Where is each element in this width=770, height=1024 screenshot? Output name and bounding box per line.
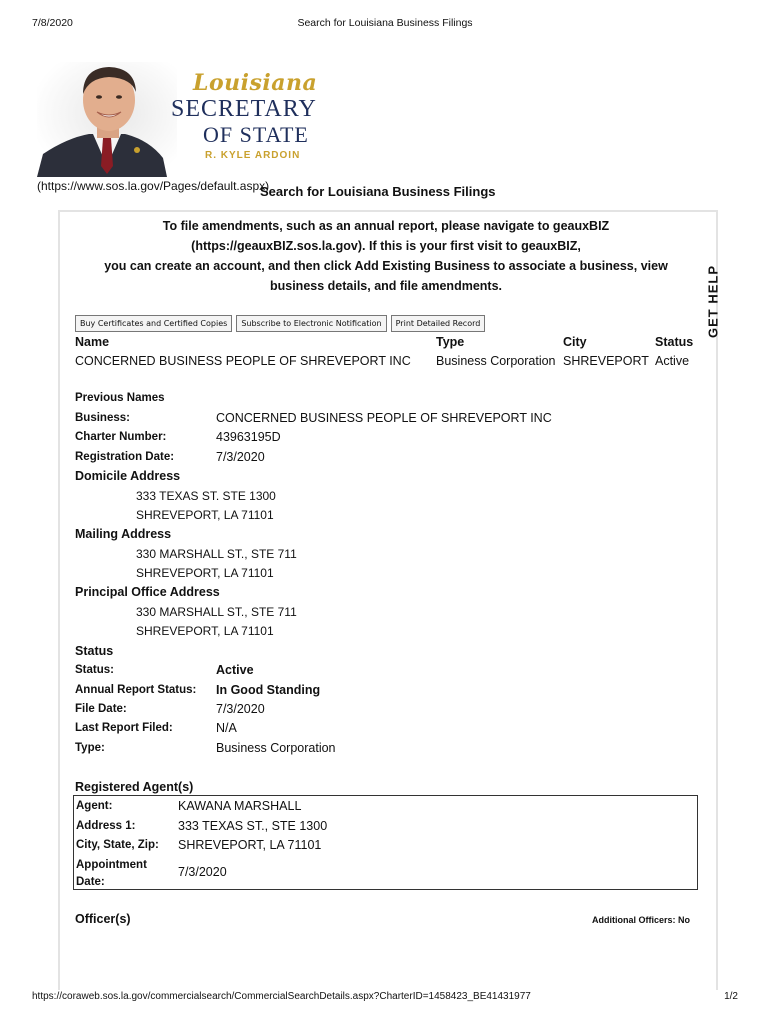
status-value: Active (216, 663, 254, 677)
annual-report-label: Annual Report Status: (75, 684, 197, 696)
header-status: Status (655, 335, 694, 349)
subscribe-notification-button[interactable]: Subscribe to Electronic Notification (236, 315, 386, 332)
appointment-date-label (76, 857, 166, 891)
action-buttons (75, 315, 485, 332)
agent-label: Agent: (76, 800, 113, 812)
logo-of-state: OF STATE (203, 122, 309, 147)
logo-secretary: SECRETARY (171, 96, 317, 122)
file-date-value: 7/3/2020 (216, 702, 265, 716)
notice-line-4: business details, and file amendments. (269, 279, 502, 293)
annual-report-value: In Good Standing (216, 683, 321, 697)
additional-officers: Additional Officers: No (592, 915, 691, 925)
registration-date-label: Registration Date: (75, 451, 175, 463)
agent-address-label: Address 1: (76, 820, 136, 832)
status-heading: Status (75, 644, 114, 658)
mailing-line-1: 330 MARSHALL ST., STE 711 (136, 547, 297, 561)
logo-official-name: R. KYLE ARDOIN (205, 150, 301, 161)
type-label: Type: (75, 742, 105, 754)
principal-line-2: SHREVEPORT, LA 71101 (136, 624, 274, 638)
print-date: 7/8/2020 (32, 17, 73, 29)
print-record-button[interactable]: Print Detailed Record (391, 315, 486, 332)
registered-agent-heading: Registered Agent(s) (75, 780, 194, 794)
last-report-label: Last Report Filed: (75, 722, 173, 734)
result-status: Active (655, 354, 690, 368)
charter-number-value: 43963195D (216, 430, 281, 444)
appointment-date-value: 7/3/2020 (178, 865, 227, 879)
result-name[interactable]: CONCERNED BUSINESS PEOPLE OF SHREVEPORT INC (75, 354, 411, 368)
agent-address-value: 333 TEXAS ST., STE 1300 (178, 819, 328, 833)
domicile-address-heading: Domicile Address (75, 469, 181, 483)
print-title: Search for Louisiana Business Filings (297, 17, 473, 29)
result-city: SHREVEPORT (563, 354, 649, 368)
officers-heading: Officer(s) (75, 912, 131, 926)
registered-agent-box (73, 795, 698, 890)
notice-line-2[interactable]: (https://geauxBIZ.sos.la.gov). If this is your first visit to geauxBIZ, (191, 239, 581, 253)
get-help-label: GET HELP (705, 265, 721, 339)
print-footer-url: https://coraweb.sos.la.gov/commercialsearch/CommercialSearchDetails.aspx?CharterID=1458423_BE41431977 (32, 991, 531, 1002)
notice-line-3: you can create an account, and then click Add Existing Business to associate a business, view (104, 259, 668, 273)
sos-logo[interactable] (37, 62, 327, 177)
file-date-label: File Date: (75, 703, 127, 715)
buy-certificates-button[interactable]: Buy Certificates and Certified Copies (75, 315, 232, 332)
result-type: Business Corporation (436, 354, 556, 368)
mailing-line-2: SHREVEPORT, LA 71101 (136, 566, 274, 580)
agent-value: KAWANA MARSHALL (178, 799, 302, 813)
header-type: Type (436, 335, 465, 349)
domicile-line-2: SHREVEPORT, LA 71101 (136, 508, 274, 522)
type-value: Business Corporation (216, 741, 336, 755)
get-help-tab[interactable] (695, 266, 725, 346)
header-name: Name (75, 335, 110, 349)
page-number: 1/2 (724, 991, 738, 1002)
logo-louisiana: Louisiana (193, 70, 318, 96)
page-heading: Search for Louisiana Business Filings (260, 184, 496, 199)
agent-csz-label: City, State, Zip: (76, 839, 159, 851)
business-label: Business: (75, 412, 130, 424)
amendment-notice (66, 216, 706, 296)
status-label: Status: (75, 664, 114, 676)
agent-csz-value: SHREVEPORT, LA 71101 (178, 838, 322, 852)
appointment-label-line-1: Appointment (76, 859, 147, 871)
business-value: CONCERNED BUSINESS PEOPLE OF SHREVEPORT INC (216, 411, 552, 425)
mailing-address-heading: Mailing Address (75, 527, 172, 541)
domicile-line-1: 333 TEXAS ST. STE 1300 (136, 489, 276, 503)
charter-number-label: Charter Number: (75, 431, 167, 443)
header-city: City (563, 335, 587, 349)
notice-line-1: To file amendments, such as an annual report, please navigate to geauxBIZ (162, 219, 610, 233)
last-report-value: N/A (216, 721, 237, 735)
home-link[interactable]: (https://www.sos.la.gov/Pages/default.aspx) (37, 179, 270, 193)
registration-date-value: 7/3/2020 (216, 450, 265, 464)
principal-office-heading: Principal Office Address (75, 585, 220, 599)
appointment-label-line-2: Date: (76, 876, 105, 888)
previous-names-heading: Previous Names (75, 392, 165, 404)
principal-line-1: 330 MARSHALL ST., STE 711 (136, 605, 297, 619)
